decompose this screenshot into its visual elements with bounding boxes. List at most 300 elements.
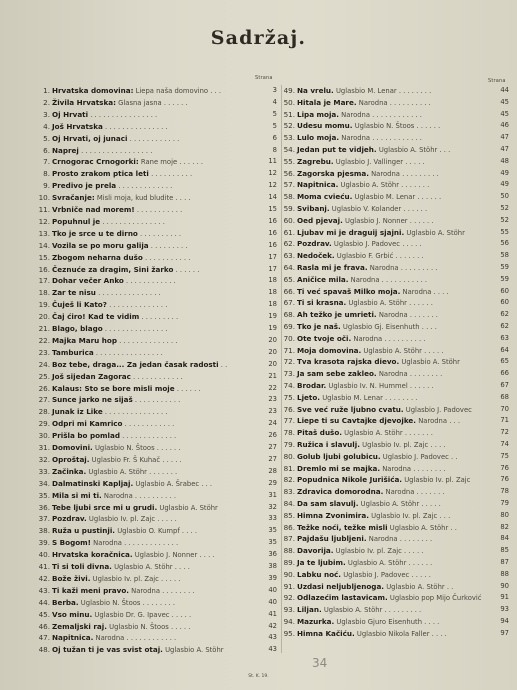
entry-detail: Rane moje . . . . . . xyxy=(138,158,204,167)
entry-detail: Uglasbio J. Nonner . . . . xyxy=(132,551,215,560)
entry-page-number: 55 xyxy=(500,227,509,236)
toc-entry xyxy=(283,345,509,356)
entry-page-number: 67 xyxy=(500,381,509,389)
entry-detail: Narodna . . . . . . . xyxy=(383,488,445,497)
entry-number: 46. xyxy=(38,621,50,631)
entry-detail: . . . . . . . . . . . . xyxy=(127,134,180,143)
entry-detail: . . . . . . . . . . . . . . . . xyxy=(88,110,158,119)
entry-number: 31. xyxy=(38,443,50,452)
entry-detail: . . xyxy=(218,360,228,369)
toc-entry xyxy=(283,191,509,202)
entry-title: Lulo moja. xyxy=(297,133,340,143)
entry-page-number: 93 xyxy=(500,605,509,614)
entry-page-number: 29 xyxy=(268,478,277,487)
toc-entry xyxy=(283,380,509,391)
entry-title: Kalaus: Sto se bore misli moje xyxy=(52,383,175,393)
entry-title: Junak iz Like xyxy=(52,407,103,417)
entry-title: Oproštaj. xyxy=(52,454,90,464)
toc-entry xyxy=(283,557,509,568)
toc-entry xyxy=(38,347,277,358)
entry-number: 4. xyxy=(43,121,50,131)
toc-entry xyxy=(38,442,277,453)
entry-detail: Uglasbio M. Lenar . . . . . . xyxy=(352,193,442,202)
entry-number: 89. xyxy=(283,558,295,567)
entry-detail: Uglasbio F. Grbić . . . . . . . xyxy=(334,252,424,261)
entry-page-number: 31 xyxy=(268,490,277,499)
entry-number: 83. xyxy=(283,487,295,497)
toc-entry xyxy=(283,628,509,639)
entry-page-number: 49 xyxy=(500,180,509,189)
entry-page-number: 87 xyxy=(500,558,509,566)
entry-title: Liepe ti su Cavtajke djevojke. xyxy=(297,416,417,426)
entry-title: Začinka. xyxy=(52,466,87,476)
entry-detail: Uglasbio A. Stöhr . . . . . . xyxy=(345,559,433,567)
toc-entry xyxy=(283,120,509,131)
entry-number: 91. xyxy=(283,581,295,591)
toc-entry xyxy=(283,604,509,615)
entry-page-number: 59 xyxy=(500,263,509,271)
entry-page-number: 40 xyxy=(268,597,277,606)
entry-title: Zbogom neharna dušo xyxy=(52,252,143,262)
entry-detail: Misli moja, kud bludite . . . . xyxy=(94,194,191,203)
entry-number: 11. xyxy=(38,205,50,214)
entry-number: 62. xyxy=(283,239,295,249)
entry-page-number: 16 xyxy=(268,216,277,225)
entry-number: 23. xyxy=(38,347,50,357)
entry-detail: . . . . . . xyxy=(173,265,200,274)
entry-number: 38. xyxy=(38,526,50,536)
entry-number: 12. xyxy=(38,216,50,226)
entry-number: 85. xyxy=(283,510,295,520)
entry-number: 7. xyxy=(43,157,50,167)
toc-entry xyxy=(38,525,277,536)
entry-detail: Uglasbio A. Stöhr xyxy=(157,503,218,512)
toc-entry xyxy=(283,510,509,521)
entry-title: Vso minu. xyxy=(52,609,93,619)
entry-title: Ruža u pustinji. xyxy=(52,526,116,536)
entry-page-number: 20 xyxy=(268,335,277,344)
entry-detail: Glasna jasna . . . . . . xyxy=(115,98,188,107)
toc-entry xyxy=(283,227,509,238)
entry-detail: . . . . . . . . . . . . . . . xyxy=(102,325,168,333)
entry-title: Uzdasi neljubljenoga. xyxy=(297,581,385,591)
entry-title: Tva krasota rajska dievo. xyxy=(297,357,400,367)
entry-detail: Uglasbio V. Kolander . . . . . . xyxy=(329,205,428,213)
toc-entry xyxy=(38,180,277,191)
entry-page-number: 36 xyxy=(268,550,277,559)
entry-number: 92. xyxy=(283,593,295,603)
entry-detail: Narodna . . . . xyxy=(400,287,449,296)
entry-number: 5. xyxy=(43,133,50,143)
entry-page-number: 17 xyxy=(268,252,277,261)
entry-title: Čeznuće za dragim, Sini žarko xyxy=(52,264,174,274)
entry-number: 20. xyxy=(38,312,50,322)
entry-detail: Uglasbio Dr. G. Ipavec . . . . . xyxy=(92,610,192,619)
entry-title: Napitnica. xyxy=(297,180,339,190)
entry-page-number: 15 xyxy=(268,205,277,213)
entry-number: 79. xyxy=(283,440,295,449)
entry-detail: Narodna . . . . . . . . . . . . xyxy=(339,110,422,119)
toc-entry xyxy=(283,286,509,297)
entry-detail: Uglasbio A. Stöhr xyxy=(399,358,460,367)
toc-entry xyxy=(283,333,509,344)
entry-title: Moja domovina. xyxy=(297,345,362,355)
entry-title: Hrvatska domovina: xyxy=(52,86,134,95)
entry-detail: Narodna . . . . . . . . . xyxy=(368,169,439,178)
entry-detail: . . . . . . xyxy=(174,384,201,393)
entry-detail: Uglasbio J. Padovec xyxy=(403,405,472,414)
toc-entry xyxy=(283,238,509,249)
entry-page-number: 18 xyxy=(268,288,277,297)
toc-entry xyxy=(283,569,509,580)
entry-page-number: 76 xyxy=(500,463,509,472)
toc-entry xyxy=(38,133,277,144)
handwritten-mark: 34 xyxy=(312,656,328,670)
entry-page-number: 70 xyxy=(500,404,509,413)
entry-detail: Uglasbio J. Padovec . . . . . xyxy=(341,570,431,579)
page-title: Sadržaj. xyxy=(210,27,307,49)
entry-number: 76. xyxy=(283,404,295,414)
entry-title: Boz tebe, draga... Za jedan časak radosti xyxy=(52,359,219,369)
entry-number: 43. xyxy=(38,585,50,595)
entry-detail: Uglasbio A. Stöhr . . xyxy=(384,582,454,591)
entry-detail: . . . . . . . . . . . . . . xyxy=(116,336,178,345)
entry-title: Bože živi. xyxy=(52,573,91,583)
toc-entry xyxy=(38,383,277,394)
toc-entry xyxy=(283,404,509,415)
entry-number: 73. xyxy=(283,369,295,379)
toc-entry xyxy=(283,486,509,497)
entry-number: 53. xyxy=(283,133,295,143)
entry-page-number: 32 xyxy=(268,502,277,511)
entry-page-number: 12 xyxy=(268,181,277,190)
entry-page-number: 45 xyxy=(500,97,509,106)
entry-page-number: 72 xyxy=(500,428,509,437)
entry-title: Na vrelu. xyxy=(297,86,334,95)
entry-title: Hitala je Mare. xyxy=(297,97,357,107)
toc-entry xyxy=(38,478,277,489)
entry-title: Ja te ljubim. xyxy=(297,558,346,567)
toc-entry xyxy=(38,490,277,501)
toc-entry xyxy=(38,644,277,655)
toc-entry xyxy=(283,415,509,426)
entry-number: 49. xyxy=(283,86,295,95)
entry-title: Blago, blago xyxy=(52,324,103,333)
toc-entry xyxy=(38,406,277,417)
toc-entry xyxy=(283,215,509,226)
entry-title: Čuješ li Kato? xyxy=(52,300,107,310)
entry-number: 30. xyxy=(38,431,50,441)
toc-entry xyxy=(283,533,509,544)
entry-title: Težke noći, težke misli xyxy=(297,522,388,532)
entry-number: 39. xyxy=(38,538,50,548)
entry-page-number: 50 xyxy=(500,192,509,201)
entry-detail: Uglasbio O. Kumpf . . . . xyxy=(115,527,198,536)
entry-number: 9. xyxy=(43,181,50,191)
entry-detail: . . . . . . . . . . . . . . xyxy=(106,301,168,310)
entry-number: 47. xyxy=(38,633,50,643)
entry-title: Jedan put te vidjeh. xyxy=(297,145,377,154)
entry-detail: . . . . . . . . . . . . . . . xyxy=(102,122,168,131)
entry-title: Aničice mila. xyxy=(297,274,349,284)
entry-page-number: 65 xyxy=(500,357,509,366)
toc-entry xyxy=(38,371,277,382)
entry-number: 10. xyxy=(38,193,50,203)
toc-entry xyxy=(38,145,277,156)
toc-entry xyxy=(38,549,277,560)
entry-title: Svibanj. xyxy=(297,204,330,213)
toc-entry xyxy=(38,513,277,524)
entry-number: 60. xyxy=(283,215,295,225)
entry-title: Živila Hrvatska: xyxy=(52,97,116,107)
entry-page-number: 90 xyxy=(500,581,509,590)
entry-page-number: 74 xyxy=(500,440,509,448)
entry-number: 42. xyxy=(38,573,50,583)
entry-detail: Uglasbio A. Stöhr . . . . . . xyxy=(346,299,433,308)
entry-page-number: 43 xyxy=(268,645,277,654)
entry-detail: Uglasbio Iv. N. Hummel . . . . . . xyxy=(326,382,434,390)
entry-detail: Uglasbio J. Vallinger . . . . . xyxy=(333,157,425,166)
entry-page-number: 5 xyxy=(272,121,277,130)
toc-entry xyxy=(283,545,509,556)
entry-page-number: 66 xyxy=(500,369,509,378)
entry-detail: Uglasbio N. Štoos . . . . . . . . xyxy=(78,598,176,607)
entry-detail: Uglasbio N. Štoos . . . . . . xyxy=(352,122,441,131)
toc-entry xyxy=(283,109,509,120)
entry-page-number: 56 xyxy=(500,239,509,248)
entry-title: Ti si toli divna. xyxy=(52,562,112,571)
entry-number: 16. xyxy=(38,264,50,274)
entry-title: Ljeto. xyxy=(297,392,321,402)
entry-number: 61. xyxy=(283,227,295,237)
entry-page-number: 6 xyxy=(272,133,277,142)
entry-title: Napitnica. xyxy=(52,633,94,643)
entry-detail: Uglasbio Iv. pl. Zajc . . . . . xyxy=(86,515,177,524)
entry-page-number: 35 xyxy=(268,538,277,547)
toc-entry xyxy=(38,597,277,608)
entry-page-number: 82 xyxy=(500,522,509,531)
entry-page-number: 20 xyxy=(268,359,277,368)
entry-page-number: 47 xyxy=(500,145,509,153)
toc-entry xyxy=(38,632,277,643)
entry-number: 32. xyxy=(38,454,50,464)
entry-number: 68. xyxy=(283,310,295,320)
toc-entry xyxy=(283,463,509,474)
entry-title: Još Hrvatska xyxy=(52,121,103,131)
entry-number: 59. xyxy=(283,204,295,213)
entry-detail: . . . . . . . . . . . . . . . . . xyxy=(78,146,153,155)
entry-page-number: 27 xyxy=(268,454,277,463)
entry-title: Mazurka. xyxy=(297,617,335,626)
toc-entry xyxy=(283,250,509,261)
toc-entry xyxy=(38,192,277,203)
entry-title: Nedoček. xyxy=(297,251,335,261)
entry-number: 81. xyxy=(283,463,295,473)
entry-detail: . . . . . . . . . . . . xyxy=(122,420,175,429)
entry-number: 70. xyxy=(283,333,295,343)
entry-title: Tko je srce u te dirno xyxy=(52,228,138,238)
entry-number: 77. xyxy=(283,416,295,426)
entry-number: 71. xyxy=(283,345,295,355)
entry-title: Naprej xyxy=(52,145,79,155)
entry-title: Popuhnul je xyxy=(52,216,101,226)
entry-page-number: 44 xyxy=(500,86,509,94)
toc-entry xyxy=(283,392,509,403)
entry-number: 51. xyxy=(283,109,295,119)
entry-detail: . . . . . . . . . . . . . . . xyxy=(102,408,168,417)
entry-page-number: 62 xyxy=(500,310,509,319)
entry-title: Oed pjevaj. xyxy=(297,215,343,225)
entry-title: Labku noć. xyxy=(297,569,342,579)
toc-entry xyxy=(38,228,277,239)
entry-page-number: 26 xyxy=(268,431,277,440)
entry-detail: Narodna . . . . . . . . . . . . xyxy=(339,134,422,143)
entry-title: Tamburica xyxy=(52,347,94,357)
entry-number: 94. xyxy=(283,617,295,626)
entry-detail: . . . . . . . . . . . . . xyxy=(120,432,177,441)
entry-title: Pajdašu ljubljeni. xyxy=(297,534,367,544)
entry-number: 80. xyxy=(283,451,295,461)
entry-detail: Uglasbio A. Stöhr . . . xyxy=(376,146,451,154)
entry-title: Prosto zrakom ptica leti xyxy=(52,169,149,179)
toc-entry xyxy=(38,299,277,310)
entry-title: Ah težko je umrieti. xyxy=(297,310,377,320)
entry-title: Rasla mi je frava. xyxy=(297,263,368,272)
entry-detail: . . . . . . . . . . . xyxy=(132,396,181,405)
entry-detail: Uglasbio Gjuro Eisenhuth . . . . xyxy=(334,618,440,626)
entry-page-number: 45 xyxy=(500,109,509,118)
toc-entry xyxy=(38,359,277,370)
entry-detail: Uglasbio A. Stöhr . . . . . . . xyxy=(86,467,178,476)
toc-entry xyxy=(283,474,509,485)
entry-page-number: 17 xyxy=(268,264,277,273)
entry-title: Tko je naš. xyxy=(297,322,341,331)
entry-page-number: 3 xyxy=(272,86,277,94)
entry-title: Mila si mi ti. xyxy=(52,490,102,500)
toc-entry xyxy=(38,216,277,227)
toc-entry xyxy=(38,287,277,298)
entry-number: 37. xyxy=(38,514,50,524)
entry-page-number: 46 xyxy=(500,121,509,130)
entry-number: 56. xyxy=(283,168,295,178)
entry-number: 40. xyxy=(38,550,50,560)
entry-number: 24. xyxy=(38,359,50,369)
entry-page-number: 68 xyxy=(500,392,509,401)
toc-entry xyxy=(38,394,277,405)
entry-detail: Uglasbio M. Lenar . . . . . . . . xyxy=(320,393,418,402)
entry-number: 95. xyxy=(283,628,295,638)
entry-detail: Uglasbio pop Mijo Čurković xyxy=(387,594,482,603)
entry-page-number: 33 xyxy=(268,514,277,523)
entry-number: 44. xyxy=(38,597,50,607)
page-column-label-left: Strana xyxy=(255,75,273,81)
entry-page-number: 63 xyxy=(500,333,509,342)
entry-detail: Narodna . . . . . . . . xyxy=(366,535,433,544)
entry-title: Davorija. xyxy=(297,546,334,556)
entry-title: S Bogom! xyxy=(52,538,91,548)
toc-entry xyxy=(283,427,509,438)
entry-title: Ljubav mi je draguij sjajni. xyxy=(297,227,405,237)
entry-page-number: 41 xyxy=(268,609,277,618)
entry-detail: Narodna . . . . . . . . . . . . . xyxy=(90,539,179,548)
entry-title: Ti već spavaš Milko moja. xyxy=(297,286,401,296)
entry-title: Sunce jarko ne sijaš xyxy=(52,395,133,405)
entry-title: Popudnica Nikole Jurišića. xyxy=(297,475,403,485)
entry-title: Oj Hrvati xyxy=(52,109,89,119)
entry-page-number: 84 xyxy=(500,534,509,543)
toc-entry xyxy=(38,240,277,251)
toc-entry xyxy=(283,297,509,308)
toc-entry xyxy=(38,85,277,96)
entry-title: Himna Kačiću. xyxy=(297,628,355,638)
entry-page-number: 18 xyxy=(268,276,277,285)
toc-entry xyxy=(283,274,509,285)
entry-page-number: 47 xyxy=(500,133,509,142)
entry-title: Zagorska pjesma. xyxy=(297,168,369,178)
entry-detail: Uglasbio Iv. pl. Zajc . . . . . xyxy=(333,547,424,556)
entry-number: 41. xyxy=(38,562,50,571)
entry-page-number: 14 xyxy=(268,193,277,202)
entry-number: 15. xyxy=(38,252,50,262)
entry-detail: . . . . . . . . . . . . xyxy=(130,372,183,381)
entry-title: Dohar večer Anko xyxy=(52,276,124,286)
entry-detail: Uglasbio A. Stöhr xyxy=(404,228,465,237)
entry-number: 65. xyxy=(283,274,295,284)
entry-detail: Uglasbio A. Stöhr . . . . . xyxy=(358,500,441,508)
entry-title: Dalmatinski Kapljaj. xyxy=(52,478,134,488)
entry-page-number: 60 xyxy=(500,286,509,295)
toc-entry xyxy=(38,418,277,429)
toc-entry xyxy=(38,537,277,548)
entry-number: 27. xyxy=(38,395,50,405)
toc-entry xyxy=(283,592,509,603)
entry-detail: Uglasbio N. Štoos . . . . . . xyxy=(92,444,181,452)
entry-page-number: 19 xyxy=(268,324,277,332)
entry-number: 34. xyxy=(38,478,50,488)
entry-detail: . . . . . . . . . . . . . . . xyxy=(100,217,165,226)
entry-page-number: 24 xyxy=(268,419,277,428)
entry-detail: Uglasbio A. Stöhr . . . . . . . xyxy=(342,429,433,438)
entry-detail: Narodna . . . . . . . . xyxy=(129,586,195,595)
entry-title: Dremlo mi se majka. xyxy=(297,463,381,473)
toc-entry xyxy=(38,609,277,620)
entry-title: Moma cvieću. xyxy=(297,192,353,202)
entry-title: Pozdrav. xyxy=(297,239,332,249)
entry-number: 19. xyxy=(38,300,50,310)
toc-entry xyxy=(283,168,509,179)
entry-number: 45. xyxy=(38,609,50,619)
toc-entry xyxy=(283,581,509,592)
entry-number: 1. xyxy=(43,86,50,95)
entry-page-number: 23 xyxy=(268,395,277,404)
entry-page-number: 80 xyxy=(500,510,509,519)
entry-title: Domovini. xyxy=(52,443,93,452)
entry-title: Udesu momu. xyxy=(297,121,353,131)
entry-page-number: 8 xyxy=(272,145,277,154)
entry-title: Da sam slavulj. xyxy=(297,499,359,508)
entry-number: 3. xyxy=(43,109,50,119)
entry-page-number: 4 xyxy=(272,97,277,106)
entry-title: Prišla bo pomlad xyxy=(52,431,120,441)
entry-page-number: 88 xyxy=(500,569,509,578)
entry-detail: Uglasbio A. Stöhr . . . . . xyxy=(361,346,444,355)
toc-entry xyxy=(38,466,277,477)
entry-title: Vrbniče nad morem! xyxy=(52,205,135,214)
entry-detail: Uglasbio A. Stöhr . . . . . . . . . xyxy=(321,606,422,615)
entry-page-number: 38 xyxy=(268,562,277,570)
entry-detail: . . . . . . . . . . . xyxy=(134,206,183,214)
entry-title: Pozdrav. xyxy=(52,514,87,524)
